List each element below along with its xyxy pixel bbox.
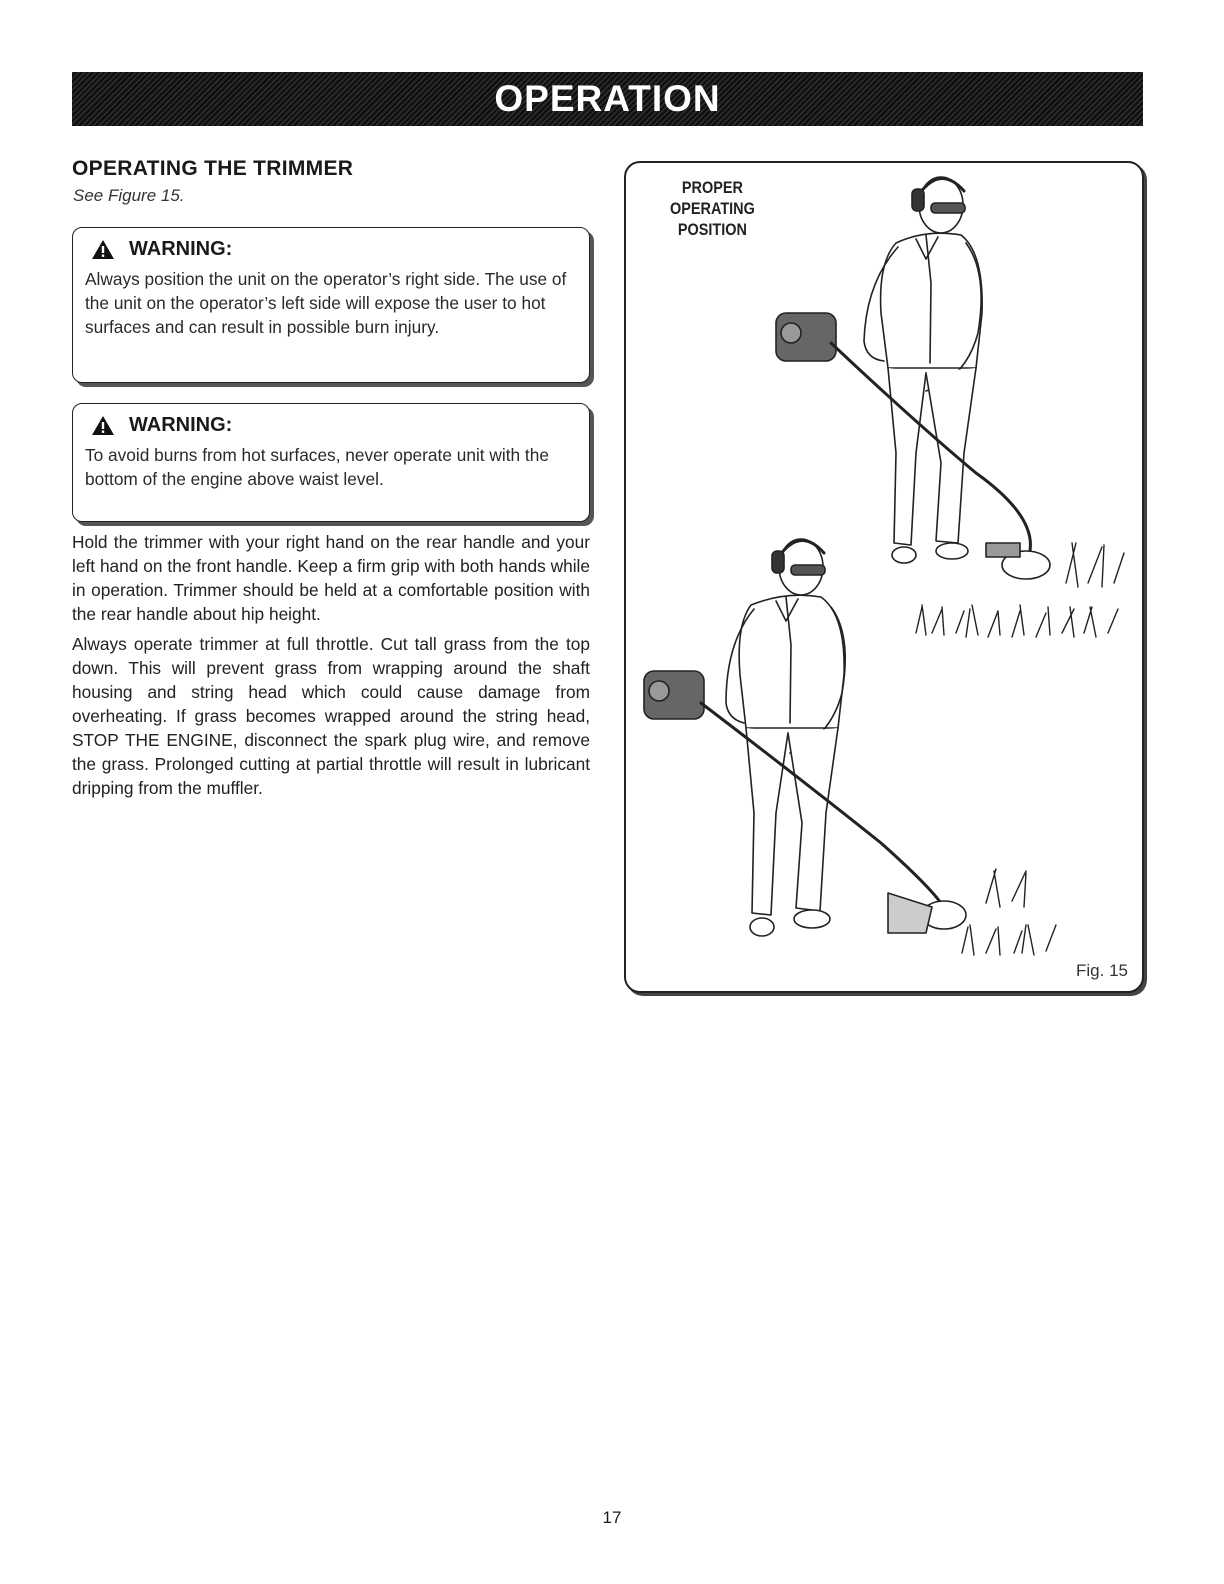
instructions-body bbox=[72, 530, 590, 806]
paragraph: Always operate trimmer at full throttle. Cut tall grass from the top down. This will prevent grass from wrapping around the shaft housing and string head which could cause damage from overheating. If grass becomes wrapped around the string head, STOP THE ENGINE, disconnect the spark plug wire, and remove the grass. Prolonged cutting at partial throttle will result in lubricant dripping from the muffler. bbox=[72, 634, 590, 798]
warning-text: Always position the unit on the operator’s right side. The use of the unit on the operator’s left side will expose the user to hot surfaces and can result in possible burn injury. bbox=[85, 269, 567, 337]
warning-text: To avoid burns from hot surfaces, never operate unit with the bottom of the engine above waist level. bbox=[85, 445, 549, 489]
see-figure-reference: See Figure 15. bbox=[73, 186, 185, 205]
trimmer-operator-illustration bbox=[626, 163, 1142, 991]
upper-operator-figure bbox=[776, 177, 1050, 579]
caption-line: POSITION bbox=[677, 220, 747, 239]
figure-caption bbox=[670, 177, 755, 240]
lower-operator-figure bbox=[644, 539, 966, 936]
warning-heading: WARNING: bbox=[129, 238, 233, 260]
caption-line: OPERATING bbox=[670, 199, 755, 218]
paragraph: Hold the trimmer with your right hand on the rear handle and your left hand on the front handle. Keep a firm grip with both hands while in operation. Trimmer should be held at a comfortable position with the rear handle about hip height. bbox=[72, 532, 590, 624]
warning-box-2 bbox=[72, 403, 590, 522]
section-banner bbox=[72, 72, 1143, 126]
warning-triangle-icon bbox=[91, 239, 115, 260]
warning-triangle-icon bbox=[91, 415, 115, 436]
banner-title: OPERATION bbox=[494, 78, 721, 119]
caption-line: PROPER bbox=[681, 178, 743, 197]
figure-15-panel bbox=[624, 161, 1144, 993]
figure-label: Fig. 15 bbox=[1076, 961, 1128, 980]
grass-clumps bbox=[916, 543, 1124, 955]
warning-heading: WARNING: bbox=[129, 414, 233, 436]
section-title: OPERATING THE TRIMMER bbox=[72, 157, 354, 180]
page-number: 17 bbox=[602, 1508, 622, 1527]
warning-box-1 bbox=[72, 227, 590, 383]
